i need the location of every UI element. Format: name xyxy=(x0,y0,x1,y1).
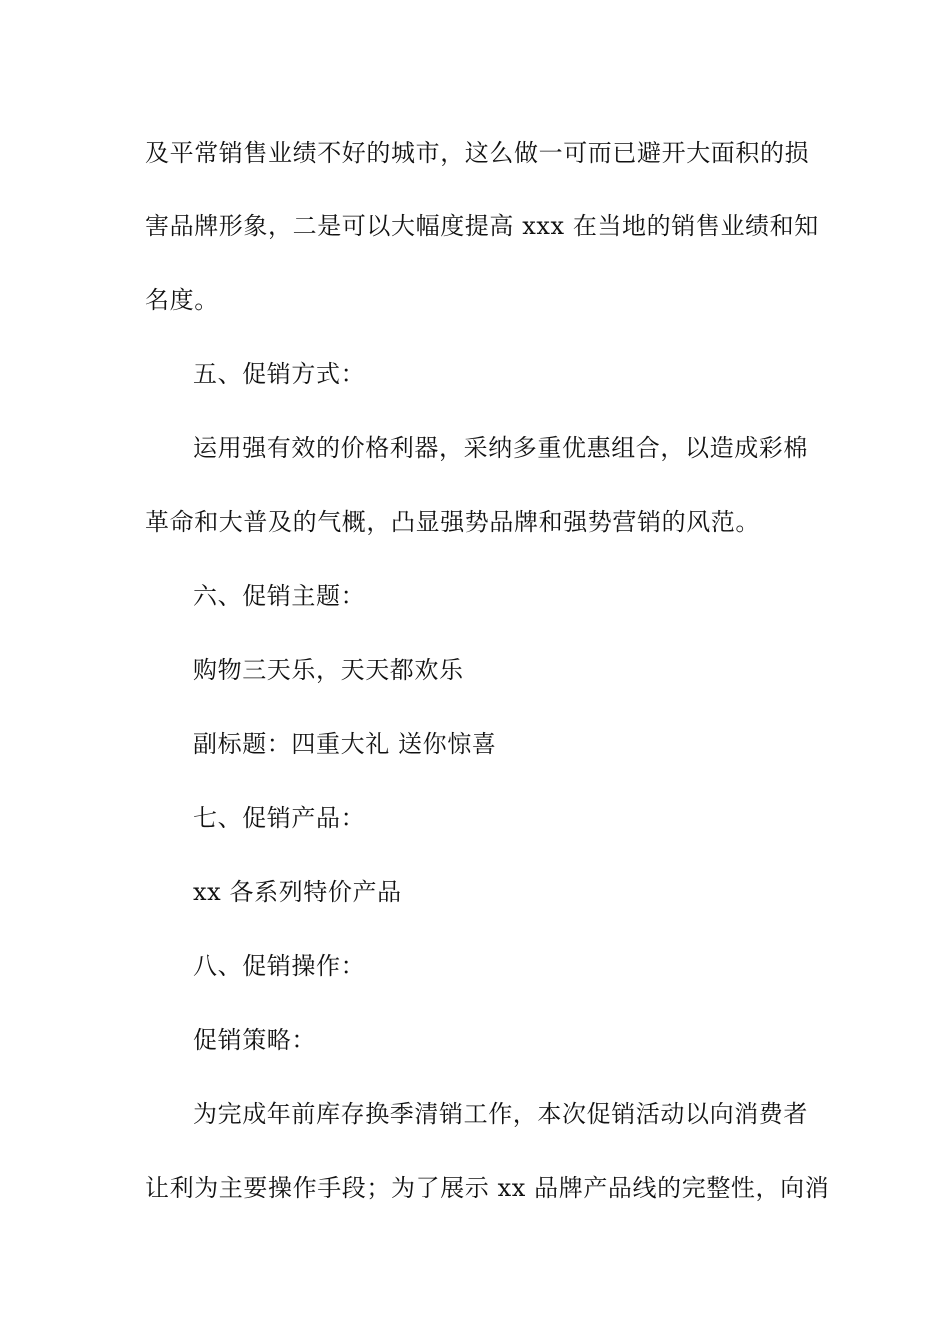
section-heading: 八、促销操作： xyxy=(193,952,366,980)
section-heading: 六、促销主题： xyxy=(193,582,366,610)
paragraph-line: 让利为主要操作手段；为了展示 xx 品牌产品线的完整性，向消 xyxy=(145,1174,830,1202)
paragraph-line: 害品牌形象，二是可以大幅度提高 xxx 在当地的销售业绩和知 xyxy=(145,212,819,240)
paragraph-line: 革命和大普及的气概，凸显强势品牌和强势营销的风范。 xyxy=(145,508,760,536)
paragraph-line: 为完成年前库存换季清销工作，本次促销活动以向消费者 xyxy=(193,1100,808,1128)
paragraph-line: 购物三天乐，天天都欢乐 xyxy=(193,656,464,684)
section-heading: 五、促销方式： xyxy=(193,360,366,388)
section-heading: 七、促销产品： xyxy=(193,804,366,832)
paragraph-line: 运用强有效的价格利器，采纳多重优惠组合，以造成彩棉 xyxy=(193,434,808,462)
paragraph-line: 促销策略： xyxy=(193,1026,316,1054)
paragraph-line: 及平常销售业绩不好的城市，这么做一可而已避开大面积的损 xyxy=(145,139,810,167)
paragraph-line: xx 各系列特价产品 xyxy=(193,878,402,906)
paragraph-line: 副标题：四重大礼 送你惊喜 xyxy=(193,730,497,758)
paragraph-line: 名度。 xyxy=(145,286,219,314)
